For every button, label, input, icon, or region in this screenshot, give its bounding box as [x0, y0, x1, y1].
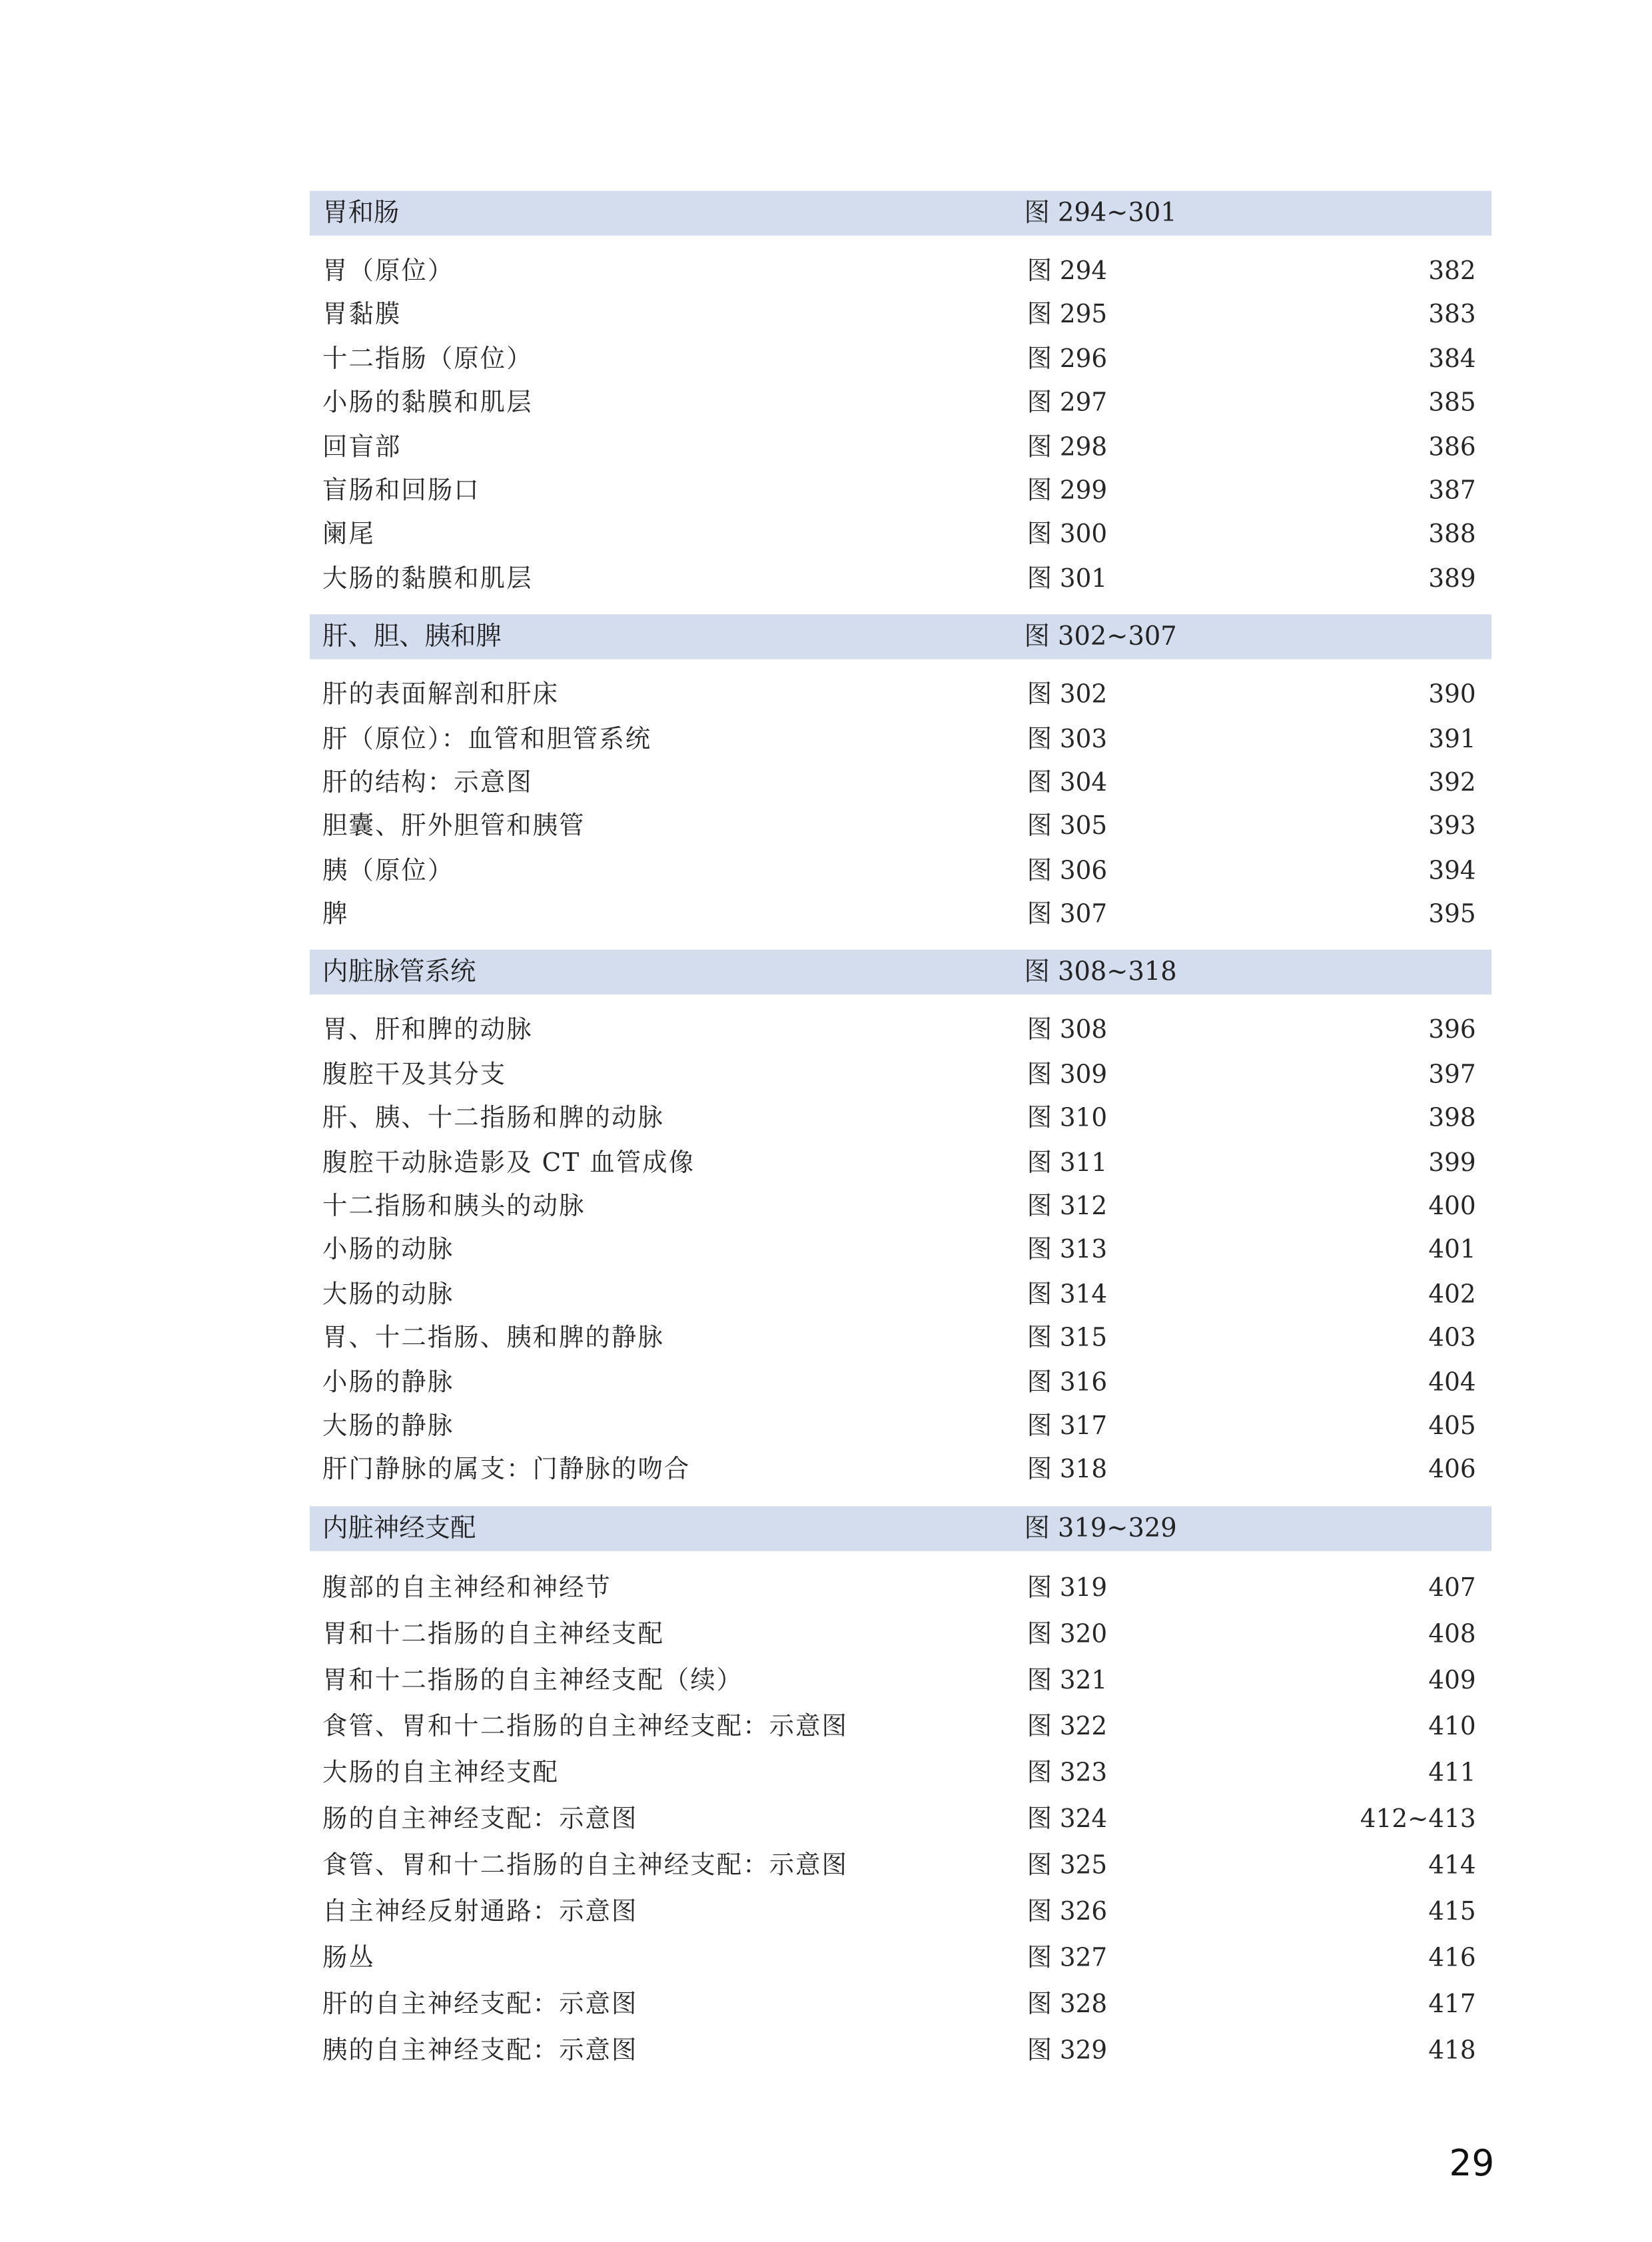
entry-figure-number: 图 303 [1027, 725, 1108, 754]
section-figure-range: 图 308~318 [1024, 957, 1177, 988]
entry-figure-number: 图 297 [1027, 389, 1108, 418]
toc-entry[interactable] [310, 1274, 1491, 1317]
page-number: 29 [1449, 2142, 1495, 2185]
entry-title: 盲肠和回肠口 [322, 477, 480, 506]
entry-figure-number: 图 299 [1027, 477, 1108, 506]
entry-figure-number: 图 323 [1027, 1758, 1108, 1788]
section-header-band [310, 615, 1491, 659]
entry-figure-number: 图 325 [1027, 1851, 1108, 1880]
entry-page-number: 392 [1428, 769, 1476, 798]
entry-page-number: 386 [1428, 433, 1476, 462]
entry-figure-number: 图 305 [1027, 813, 1108, 842]
entry-figure-number: 图 319 [1027, 1573, 1108, 1603]
section-entry-list [310, 659, 1491, 950]
entry-title: 食管、胃和十二指肠的自主神经支配：示意图 [322, 1712, 849, 1742]
entry-figure-number: 图 311 [1027, 1148, 1108, 1178]
entry-figure-number: 图 309 [1027, 1060, 1108, 1090]
toc-entry[interactable] [310, 558, 1491, 601]
toc-entry[interactable] [310, 1704, 1491, 1750]
entry-title: 胃和十二指肠的自主神经支配 [322, 1620, 664, 1649]
toc-entry[interactable] [310, 1658, 1491, 1704]
entry-page-number: 383 [1428, 301, 1476, 330]
toc-entry[interactable] [310, 1142, 1491, 1186]
entry-figure-number: 图 320 [1027, 1620, 1108, 1649]
entry-figure-number: 图 312 [1027, 1192, 1108, 1222]
entry-title: 肝（原位）：血管和胆管系统 [322, 725, 652, 754]
toc-section [310, 190, 1491, 614]
entry-title: 肝、胰、十二指肠和脾的动脉 [322, 1104, 664, 1134]
entry-title: 食管、胃和十二指肠的自主神经支配：示意图 [322, 1851, 849, 1880]
section-header-band [310, 1506, 1491, 1551]
entry-figure-number: 图 301 [1027, 564, 1108, 594]
entry-page-number: 405 [1428, 1412, 1476, 1441]
section-entry-list [310, 995, 1491, 1506]
entry-title: 小肠的动脉 [322, 1236, 454, 1266]
entry-figure-number: 图 326 [1027, 1897, 1108, 1927]
toc-entry[interactable] [310, 1565, 1491, 1611]
entry-figure-number: 图 302 [1027, 681, 1108, 710]
toc-entry[interactable] [310, 294, 1491, 338]
entry-page-number: 416 [1428, 1944, 1476, 1973]
entry-title: 肝的表面解剖和肝床 [322, 681, 560, 710]
section-title: 胃和肠 [322, 198, 400, 228]
entry-page-number: 389 [1428, 564, 1476, 594]
entry-page-number: 418 [1428, 2036, 1476, 2065]
entry-title: 十二指肠（原位） [322, 345, 533, 374]
toc-entry[interactable] [310, 1230, 1491, 1274]
entry-figure-number: 图 324 [1027, 1805, 1108, 1834]
entry-title: 胆囊、肝外胆管和胰管 [322, 813, 586, 842]
entry-title: 小肠的黏膜和肌层 [322, 389, 533, 418]
toc-entry[interactable] [310, 718, 1491, 762]
section-title: 肝、胆、胰和脾 [322, 621, 502, 653]
entry-title: 自主神经反射通路：示意图 [322, 1897, 638, 1927]
entry-page-number: 397 [1428, 1060, 1476, 1090]
entry-figure-number: 图 329 [1027, 2036, 1108, 2065]
entry-figure-number: 图 322 [1027, 1712, 1108, 1742]
entry-page-number: 384 [1428, 345, 1476, 374]
toc-entry[interactable] [310, 1361, 1491, 1405]
entry-title: 胃（原位） [322, 257, 454, 286]
toc-section [310, 1506, 1491, 2087]
entry-title: 胰的自主神经支配：示意图 [322, 2036, 638, 2065]
entry-figure-number: 图 295 [1027, 301, 1108, 330]
entry-figure-number: 图 308 [1027, 1016, 1108, 1046]
entry-page-number: 399 [1428, 1148, 1476, 1178]
entry-title: 胃、十二指肠、胰和脾的静脉 [322, 1324, 664, 1353]
toc-entry[interactable] [310, 382, 1491, 426]
toc-entry[interactable] [310, 1889, 1491, 1935]
entry-figure-number: 图 304 [1027, 769, 1108, 798]
entry-title: 阑尾 [322, 521, 375, 550]
entry-page-number: 387 [1428, 477, 1476, 506]
entry-title: 大肠的静脉 [322, 1412, 454, 1441]
entry-page-number: 395 [1428, 901, 1476, 930]
entry-figure-number: 图 306 [1027, 857, 1108, 886]
entry-title: 大肠的黏膜和肌层 [322, 564, 533, 594]
entry-page-number: 402 [1428, 1280, 1476, 1309]
table-of-contents [310, 190, 1491, 2087]
entry-title: 脾 [322, 901, 349, 930]
entry-page-number: 411 [1428, 1758, 1476, 1788]
entry-figure-number: 图 317 [1027, 1412, 1108, 1441]
entry-figure-number: 图 313 [1027, 1236, 1108, 1266]
entry-title: 腹部的自主神经和神经节 [322, 1573, 612, 1603]
entry-page-number: 400 [1428, 1192, 1476, 1222]
toc-entry[interactable] [310, 1750, 1491, 1796]
toc-entry[interactable] [310, 893, 1491, 937]
entry-title: 小肠的静脉 [322, 1368, 454, 1397]
toc-entry[interactable] [310, 805, 1491, 849]
entry-figure-number: 图 314 [1027, 1280, 1108, 1309]
section-title: 内脏神经支配 [322, 1513, 476, 1544]
section-figure-range: 图 319~329 [1024, 1513, 1177, 1544]
toc-entry[interactable] [310, 338, 1491, 382]
toc-entry[interactable] [310, 761, 1491, 805]
toc-entry[interactable] [310, 1405, 1491, 1449]
toc-entry[interactable] [310, 470, 1491, 514]
entry-page-number: 382 [1428, 257, 1476, 286]
toc-entry[interactable] [310, 1186, 1491, 1230]
toc-entry[interactable] [310, 1010, 1491, 1054]
entry-title: 肝的结构：示意图 [322, 769, 533, 798]
entry-page-number: 410 [1428, 1712, 1476, 1742]
toc-entry[interactable] [310, 1449, 1491, 1493]
entry-title: 肠丛 [322, 1944, 375, 1973]
entry-figure-number: 图 316 [1027, 1368, 1108, 1397]
entry-title: 胃、肝和脾的动脉 [322, 1016, 533, 1046]
toc-entry[interactable] [310, 849, 1491, 893]
entry-page-number: 414 [1428, 1851, 1476, 1880]
toc-entry[interactable] [310, 250, 1491, 294]
entry-figure-number: 图 315 [1027, 1324, 1108, 1353]
toc-entry[interactable] [310, 1054, 1491, 1098]
entry-figure-number: 图 294 [1027, 257, 1108, 286]
entry-page-number: 409 [1428, 1666, 1476, 1696]
entry-page-number: 408 [1428, 1620, 1476, 1649]
entry-page-number: 396 [1428, 1016, 1476, 1046]
entry-title: 大肠的自主神经支配 [322, 1758, 560, 1788]
entry-title: 胃黏膜 [322, 301, 402, 330]
section-header-band [310, 950, 1491, 995]
entry-figure-number: 图 307 [1027, 901, 1108, 930]
entry-figure-number: 图 321 [1027, 1666, 1108, 1696]
entry-title: 肝门静脉的属支：门静脉的吻合 [322, 1456, 691, 1485]
section-figure-range: 图 294~301 [1024, 198, 1177, 228]
entry-page-number: 407 [1428, 1573, 1476, 1603]
entry-page-number: 417 [1428, 1990, 1476, 2020]
section-title: 内脏脉管系统 [322, 957, 476, 988]
entry-figure-number: 图 296 [1027, 345, 1108, 374]
toc-entry[interactable] [310, 2028, 1491, 2073]
entry-title: 胃和十二指肠的自主神经支配（续） [322, 1666, 743, 1696]
toc-section [310, 950, 1491, 1506]
entry-title: 肝的自主神经支配：示意图 [322, 1990, 638, 2020]
entry-page-number: 401 [1428, 1236, 1476, 1266]
entry-figure-number: 图 310 [1027, 1104, 1108, 1134]
entry-title: 胰（原位） [322, 857, 454, 886]
toc-entry[interactable] [310, 1098, 1491, 1142]
toc-entry[interactable] [310, 1842, 1491, 1888]
entry-figure-number: 图 298 [1027, 433, 1108, 462]
entry-page-number: 394 [1428, 857, 1476, 886]
entry-page-number: 415 [1428, 1897, 1476, 1927]
entry-title: 十二指肠和胰头的动脉 [322, 1192, 586, 1222]
entry-title: 大肠的动脉 [322, 1280, 454, 1309]
toc-entry[interactable] [310, 1982, 1491, 2028]
entry-title: 腹腔干及其分支 [322, 1060, 507, 1090]
toc-entry[interactable] [310, 674, 1491, 718]
entry-page-number: 390 [1428, 681, 1476, 710]
section-entry-list [310, 236, 1491, 615]
entry-page-number: 404 [1428, 1368, 1476, 1397]
entry-page-number: 388 [1428, 521, 1476, 550]
entry-page-number: 406 [1428, 1456, 1476, 1485]
entry-page-number: 391 [1428, 725, 1476, 754]
section-entry-list [310, 1551, 1491, 2087]
toc-entry[interactable] [310, 426, 1491, 470]
toc-entry[interactable] [310, 1935, 1491, 1981]
entry-page-number: 412~413 [1360, 1805, 1476, 1834]
entry-page-number: 385 [1428, 389, 1476, 418]
section-header-band [310, 190, 1491, 235]
toc-entry[interactable] [310, 1796, 1491, 1842]
toc-entry[interactable] [310, 1317, 1491, 1361]
entry-page-number: 393 [1428, 813, 1476, 842]
entry-figure-number: 图 318 [1027, 1456, 1108, 1485]
entry-page-number: 403 [1428, 1324, 1476, 1353]
entry-title: 回盲部 [322, 433, 402, 462]
entry-figure-number: 图 328 [1027, 1990, 1108, 2020]
entry-page-number: 398 [1428, 1104, 1476, 1134]
entry-title: 腹腔干动脉造影及 CT 血管成像 [322, 1148, 695, 1178]
entry-title: 肠的自主神经支配：示意图 [322, 1805, 638, 1834]
toc-entry[interactable] [310, 1611, 1491, 1657]
entry-figure-number: 图 327 [1027, 1944, 1108, 1973]
toc-section [310, 615, 1491, 950]
entry-figure-number: 图 300 [1027, 521, 1108, 550]
section-figure-range: 图 302~307 [1024, 621, 1177, 653]
toc-entry[interactable] [310, 514, 1491, 558]
